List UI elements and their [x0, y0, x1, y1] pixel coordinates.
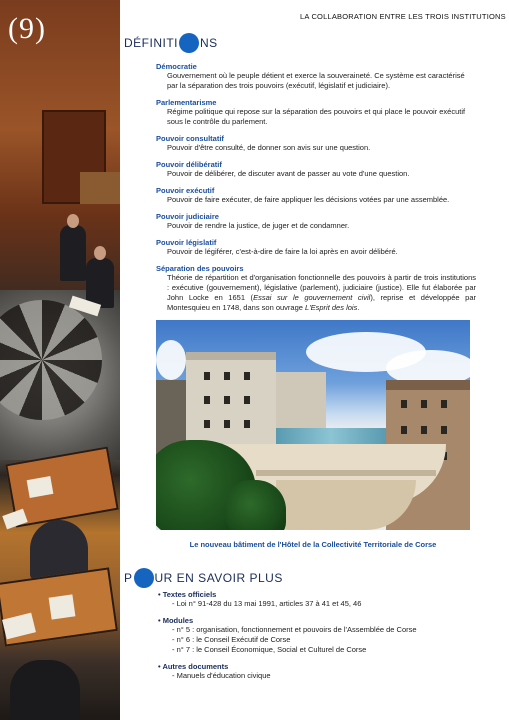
- definition-term: Séparation des pouvoirs: [156, 264, 244, 273]
- definition-item: [156, 62, 476, 91]
- definition-item: [156, 186, 476, 205]
- o-dot-icon: [179, 33, 199, 53]
- definition-term: Pouvoir législatif: [156, 238, 217, 247]
- definition-term: Pouvoir consultatif: [156, 134, 224, 143]
- definition-text: Pouvoir de légiférer, c'est-à-dire de faire la loi après en avoir délibéré.: [167, 247, 398, 256]
- definition-term: Pouvoir exécutif: [156, 186, 215, 195]
- definition-text: Régime politique qui repose sur la séparation des pouvoirs et qui place le pouvoir exécutif sous le contrôle du parlement.: [167, 107, 466, 126]
- page-number: (9): [8, 12, 46, 45]
- definition-text: Gouvernement où le peuple détient et exerce la souveraineté. Ce système est caractérisé par la séparation des trois pouvoirs (exécutif, législatif et judiciaire).: [167, 71, 465, 90]
- o-dot-icon: [134, 568, 154, 588]
- definition-term: Pouvoir judiciaire: [156, 212, 219, 221]
- more-info-list: [158, 590, 478, 688]
- more-info-group: [158, 662, 478, 681]
- definition-item: [156, 264, 476, 313]
- assembly-photo-strip: [0, 0, 120, 720]
- group-line: - n° 7 : le Conseil Économique, Social et Culturel de Corse: [172, 645, 367, 654]
- definition-term: Parlementarisme: [156, 98, 217, 107]
- definition-item: [156, 238, 476, 257]
- group-line: - Manuels d'éducation civique: [172, 671, 271, 680]
- definition-item: [156, 212, 476, 231]
- photo-caption: Le nouveau bâtiment de l'Hôtel de la Collectivité Territoriale de Corse: [189, 540, 437, 549]
- definition-text: Pouvoir de délibérer, de discuter avant de passer au vote d'une question.: [167, 169, 410, 178]
- building-photo: [156, 320, 470, 530]
- definition-text: Pouvoir de faire exécuter, de faire appliquer les décisions votées par une assemblée.: [167, 195, 450, 204]
- definitions-heading: DÉFINITI NS: [124, 33, 218, 53]
- definition-term: Démocratie: [156, 62, 197, 71]
- definition-text: Pouvoir de rendre la justice, de juger et de condamner.: [167, 221, 350, 230]
- definition-item: [156, 160, 476, 179]
- group-title: • Textes officiels: [158, 590, 478, 599]
- group-title: • Modules: [158, 616, 478, 625]
- definition-item: [156, 98, 476, 127]
- more-info-group: [158, 590, 478, 609]
- definition-text: Théorie de répartition et d'organisation fonctionnelle des pouvoirs à partir de trois institutions : exécutive (gouvernement), législative (parlement), judiciaire (justice). Elle fut élaborée par John Locke en 1651 (Essai sur le gouvernement civil), reprise et développée par Montesquieu en 1748, dans son ouvrage L'Esprit des lois.: [167, 273, 476, 312]
- running-header: LA COLLABORATION ENTRE LES TROIS INSTITUTIONS: [300, 12, 506, 21]
- definition-item: [156, 134, 476, 153]
- definition-text: Pouvoir d'être consulté, de donner son avis sur une question.: [167, 143, 371, 152]
- group-line: - Loi n° 91-428 du 13 mai 1991, articles 37 à 41 et 45, 46: [172, 599, 362, 608]
- more-info-heading: P UR EN SAVOIR PLUS: [124, 568, 283, 588]
- definition-term: Pouvoir délibératif: [156, 160, 222, 169]
- definitions-list: [156, 62, 476, 320]
- group-title: • Autres documents: [158, 662, 478, 671]
- group-line: - n° 6 : le Conseil Exécutif de Corse: [172, 635, 291, 644]
- group-line: - n° 5 : organisation, fonctionnement et pouvoirs de l'Assemblée de Corse: [172, 625, 417, 634]
- more-info-group: [158, 616, 478, 655]
